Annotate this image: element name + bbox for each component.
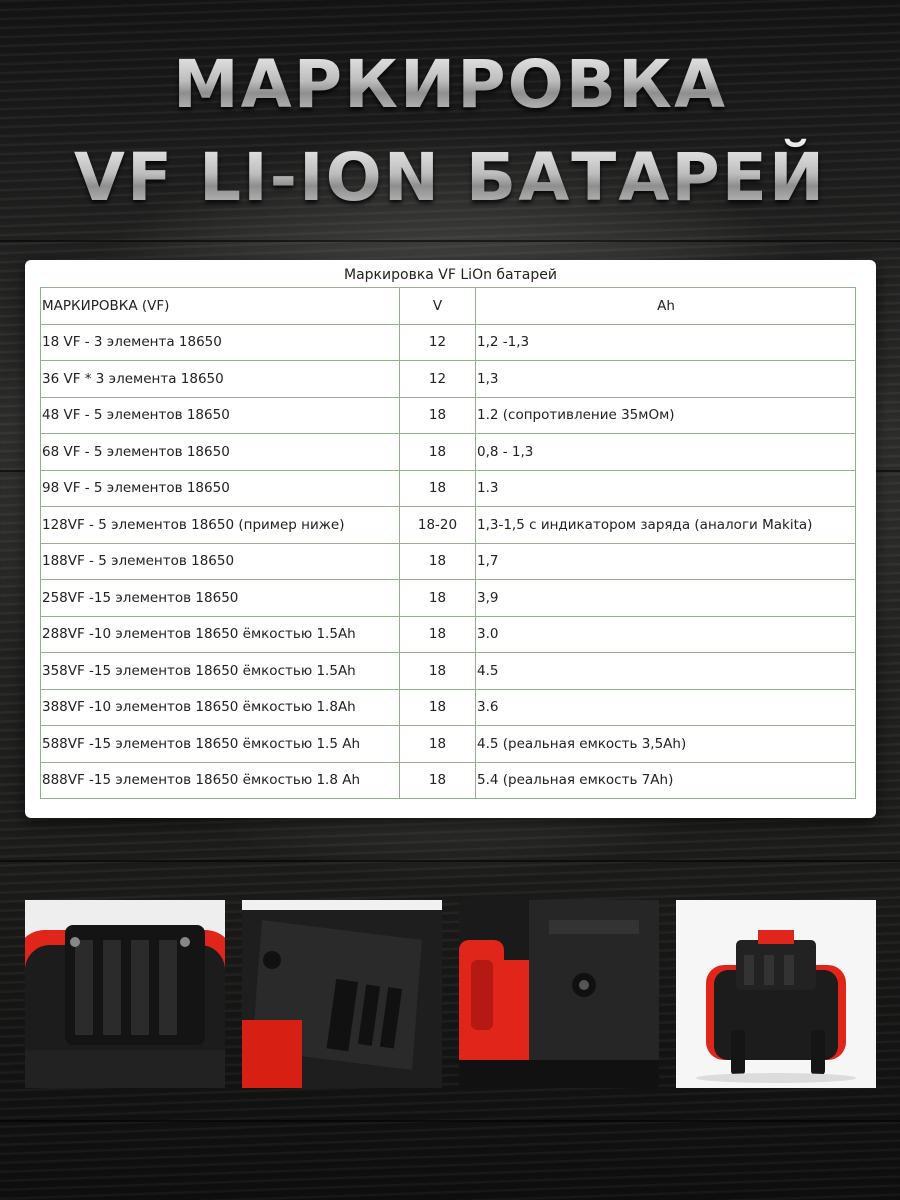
cell-marking: 48 VF - 5 элементов 18650 bbox=[41, 397, 400, 434]
cell-marking: 388VF -10 элементов 18650 ёмкостью 1.8Ah bbox=[41, 689, 400, 726]
cell-voltage: 18 bbox=[400, 616, 476, 653]
table-row bbox=[41, 434, 856, 471]
cell-capacity: 1.2 (сопротивление 35мОм) bbox=[476, 397, 856, 434]
table-row bbox=[41, 507, 856, 544]
cell-capacity: 1,7 bbox=[476, 543, 856, 580]
table-row bbox=[41, 580, 856, 617]
marking-table-card bbox=[25, 260, 876, 818]
wood-plank-line bbox=[0, 1120, 900, 1122]
page-title-line-2: VF LI-ION БАТАРЕЙ bbox=[0, 138, 900, 218]
cell-voltage: 18 bbox=[400, 470, 476, 507]
marking-table bbox=[40, 287, 856, 799]
cell-marking: 288VF -10 элементов 18650 ёмкостью 1.5Ah bbox=[41, 616, 400, 653]
column-header-voltage: V bbox=[400, 288, 476, 325]
table-row bbox=[41, 726, 856, 763]
cell-voltage: 18 bbox=[400, 689, 476, 726]
table-row bbox=[41, 397, 856, 434]
battery-contact-slot-photo bbox=[242, 900, 442, 1088]
cell-voltage: 18 bbox=[400, 434, 476, 471]
cell-capacity: 1,3 bbox=[476, 361, 856, 398]
cell-marking: 68 VF - 5 элементов 18650 bbox=[41, 434, 400, 471]
cell-marking: 588VF -15 элементов 18650 ёмкостью 1.5 Ah bbox=[41, 726, 400, 763]
cell-marking: 258VF -15 элементов 18650 bbox=[41, 580, 400, 617]
cell-capacity: 5.4 (реальная емкость 7Ah) bbox=[476, 762, 856, 799]
cell-marking: 36 VF * 3 элемента 18650 bbox=[41, 361, 400, 398]
cell-voltage: 12 bbox=[400, 361, 476, 398]
table-row bbox=[41, 689, 856, 726]
page-title-line-1: МАРКИРОВКА bbox=[0, 45, 900, 125]
cell-marking: 358VF -15 элементов 18650 ёмкостью 1.5Ah bbox=[41, 653, 400, 690]
cell-marking: 188VF - 5 элементов 18650 bbox=[41, 543, 400, 580]
cell-voltage: 18 bbox=[400, 397, 476, 434]
cell-capacity: 1,2 -1,3 bbox=[476, 324, 856, 361]
battery-side-latch-photo bbox=[459, 900, 659, 1088]
column-header-capacity: Ah bbox=[476, 288, 856, 325]
table-row bbox=[41, 762, 856, 799]
cell-marking: 888VF -15 элементов 18650 ёмкостью 1.8 Ah bbox=[41, 762, 400, 799]
cell-marking: 128VF - 5 элементов 18650 (пример ниже) bbox=[41, 507, 400, 544]
table-row bbox=[41, 361, 856, 398]
cell-capacity: 1.3 bbox=[476, 470, 856, 507]
cell-capacity: 3.0 bbox=[476, 616, 856, 653]
battery-terminal-closeup-photo bbox=[25, 900, 225, 1088]
table-row bbox=[41, 543, 856, 580]
cell-capacity: 3.6 bbox=[476, 689, 856, 726]
cell-voltage: 18 bbox=[400, 653, 476, 690]
cell-voltage: 18 bbox=[400, 762, 476, 799]
cell-capacity: 1,3-1,5 с индикатором заряда (аналоги Makita) bbox=[476, 507, 856, 544]
cell-voltage: 18-20 bbox=[400, 507, 476, 544]
table-row bbox=[41, 470, 856, 507]
wood-plank-line bbox=[0, 240, 900, 242]
wood-plank-line bbox=[0, 860, 900, 862]
table-row bbox=[41, 616, 856, 653]
table-row bbox=[41, 324, 856, 361]
column-header-marking: МАРКИРОВКА (VF) bbox=[41, 288, 400, 325]
cell-marking: 18 VF - 3 элемента 18650 bbox=[41, 324, 400, 361]
cell-capacity: 0,8 - 1,3 bbox=[476, 434, 856, 471]
table-row bbox=[41, 653, 856, 690]
cell-voltage: 18 bbox=[400, 543, 476, 580]
cell-marking: 98 VF - 5 элементов 18650 bbox=[41, 470, 400, 507]
cell-voltage: 18 bbox=[400, 580, 476, 617]
cell-voltage: 12 bbox=[400, 324, 476, 361]
battery-full-view-photo bbox=[676, 900, 876, 1088]
cell-capacity: 4.5 (реальная емкость 3,5Ah) bbox=[476, 726, 856, 763]
cell-capacity: 4.5 bbox=[476, 653, 856, 690]
table-caption: Маркировка VF LiOn батарей bbox=[344, 267, 557, 283]
cell-capacity: 3,9 bbox=[476, 580, 856, 617]
cell-voltage: 18 bbox=[400, 726, 476, 763]
table-header-row bbox=[41, 288, 856, 325]
